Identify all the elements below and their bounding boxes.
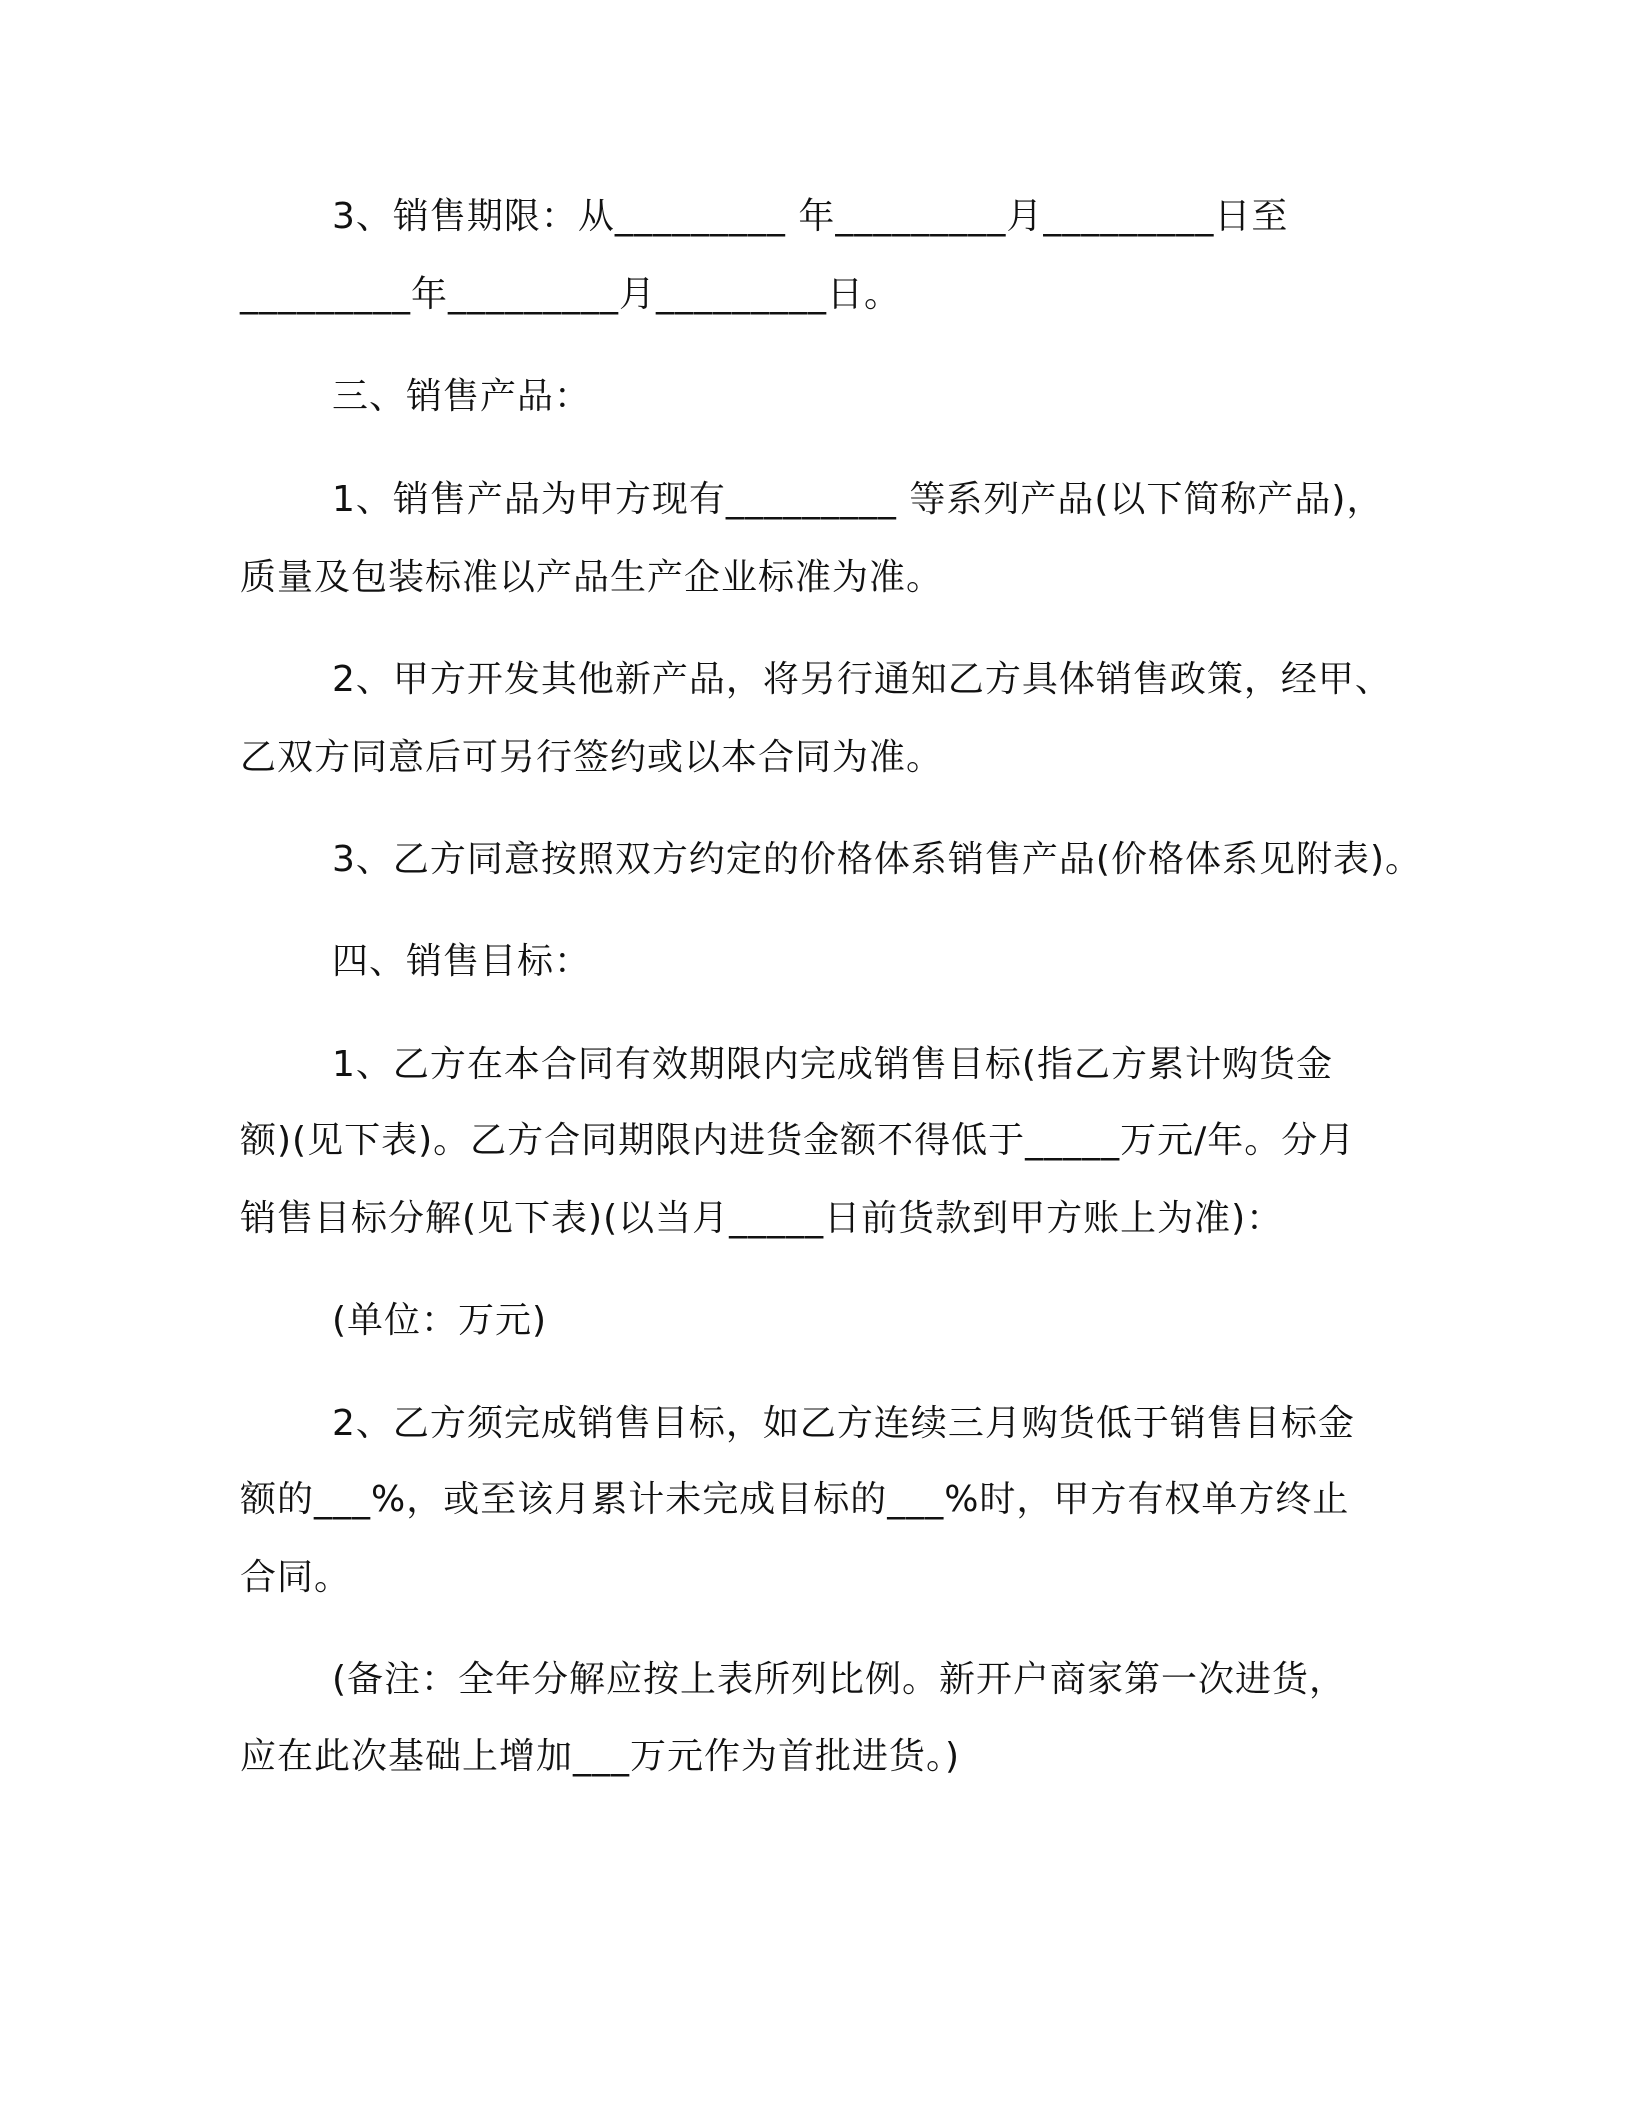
remark-line-1: (备注：全年分解应按上表所列比例。新开户商家第一次进货，	[332, 1659, 1347, 1700]
unit-note: (单位：万元)	[332, 1300, 548, 1341]
remark-line-2: 应在此次基础上增加___万元作为首批进货。)	[240, 1736, 961, 1777]
target-clause-2-line-2: 额的___%，或至该月累计未完成目标的___%时，甲方有权单方终止	[240, 1479, 1350, 1520]
target-clause-1-line-3: 销售目标分解(见下表)(以当月_____日前货款到甲方账上为准)：	[240, 1198, 1284, 1239]
product-clause-1-line-1: 1、销售产品为甲方现有_________ 等系列产品(以下简称产品)，	[332, 479, 1384, 520]
section-heading-targets: 四、销售目标：	[332, 941, 592, 982]
target-clause-2-line-3: 合同。	[240, 1557, 352, 1598]
section-heading-products: 三、销售产品：	[332, 376, 592, 417]
product-clause-1-line-2: 质量及包装标准以产品生产企业标准为准。	[240, 557, 944, 598]
target-clause-2-line-1: 2、乙方须完成销售目标，如乙方连续三月购货低于销售目标金	[332, 1403, 1355, 1444]
target-clause-1-line-1: 1、乙方在本合同有效期限内完成销售目标(指乙方累计购货金	[332, 1044, 1333, 1085]
product-clause-2-line-2: 乙双方同意后可另行签约或以本合同为准。	[240, 737, 944, 778]
sales-period-line-2: _________年_________月_________日。	[240, 274, 901, 315]
target-clause-1-line-2: 额)(见下表)。乙方合同期限内进货金额不得低于_____万元/年。分月	[240, 1120, 1356, 1161]
product-clause-2-line-1: 2、甲方开发其他新产品，将另行通知乙方具体销售政策，经甲、	[332, 659, 1392, 700]
sales-period-line-1: 3、销售期限：从_________ 年_________月_________日至	[332, 196, 1289, 237]
product-clause-3: 3、乙方同意按照双方约定的价格体系销售产品(价格体系见附表)。	[332, 839, 1422, 880]
